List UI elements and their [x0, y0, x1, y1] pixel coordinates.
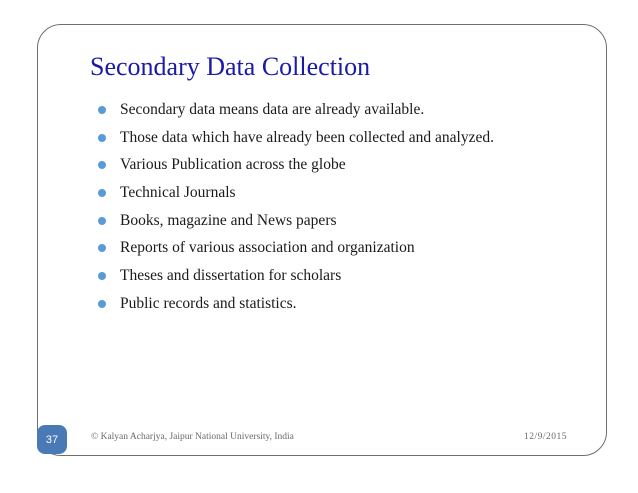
- bullet-item: [98, 262, 494, 290]
- bullet-dot-icon: [98, 106, 106, 114]
- bullet-text: Technical Journals: [120, 183, 236, 201]
- bullet-dot-icon: [98, 272, 106, 280]
- bullet-text: Various Publication across the globe: [120, 156, 346, 174]
- bullet-item: [98, 207, 494, 235]
- bullet-dot-icon: [98, 189, 106, 197]
- bullet-text: Those data which have already been collected and analyzed.: [120, 128, 494, 146]
- bullet-text: Theses and dissertation for scholars: [120, 266, 342, 284]
- bullet-item: [98, 96, 494, 124]
- bullet-dot-icon: [98, 161, 106, 169]
- bullet-dot-icon: [98, 244, 106, 252]
- bullet-item: [98, 151, 494, 179]
- bullet-item: [98, 124, 494, 152]
- bullet-dot-icon: [98, 134, 106, 142]
- bullet-text: Reports of various association and organization: [120, 239, 415, 257]
- bullet-text: Books, magazine and News papers: [120, 211, 337, 229]
- bullet-dot-icon: [98, 300, 106, 308]
- page-number-badge: 37: [37, 425, 67, 454]
- footer-copyright: © Kalyan Acharjya, Jaipur National University, India: [91, 432, 294, 442]
- bullet-item: [98, 290, 494, 318]
- bullet-dot-icon: [98, 217, 106, 225]
- bullet-text: Secondary data means data are already available.: [120, 100, 425, 118]
- bullet-item: [98, 234, 494, 262]
- bullet-list: [98, 96, 494, 318]
- bullet-item: [98, 179, 494, 207]
- footer-date: 12/9/2015: [524, 432, 568, 442]
- slide-title: Secondary Data Collection: [90, 52, 371, 81]
- bullet-text: Public records and statistics.: [120, 294, 297, 312]
